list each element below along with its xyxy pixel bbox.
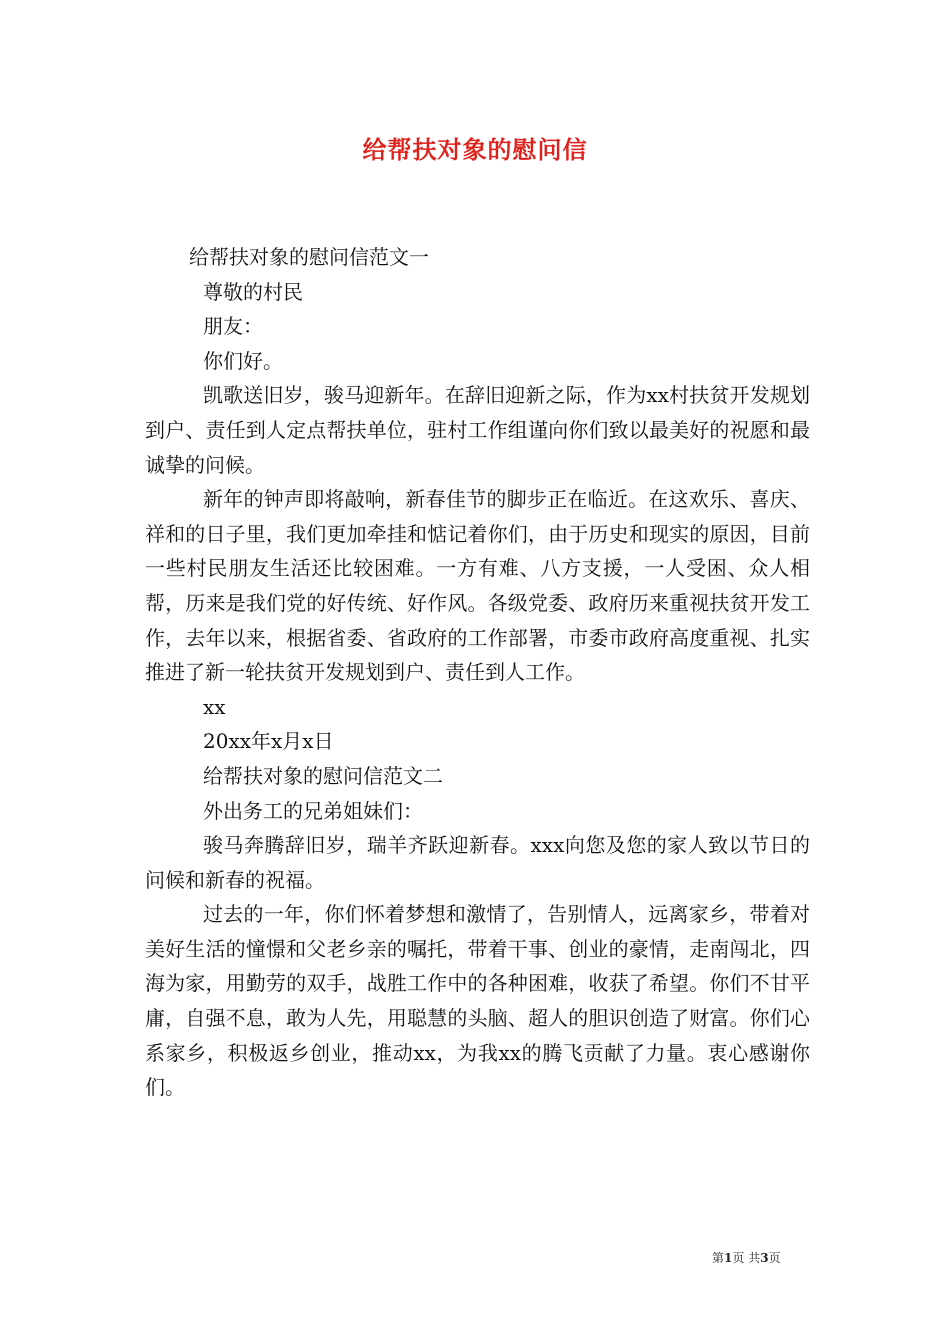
paragraph-salutation: 尊敬的村民: [203, 279, 303, 304]
footer-suffix: 页: [768, 1251, 781, 1265]
paragraph-salutation-workers: 外出务工的兄弟姐妹们：: [203, 798, 423, 823]
footer-prefix: 第: [712, 1251, 725, 1265]
paragraph-heading-two: 给帮扶对象的慰问信范文二: [203, 763, 443, 788]
page-number-indicator: [712, 1250, 781, 1266]
document-body: [145, 240, 810, 1105]
paragraph-greeting: 你们好。: [203, 348, 283, 373]
paragraph-body: 凯歌送旧岁，骏马迎新年。在辞旧迎新之际，作为xx村扶贫开发规划到户、责任到人定点帮扶单位，驻村工作组谨向你们致以最美好的祝愿和最诚挚的问候。: [145, 383, 810, 477]
page-title: 给帮扶对象的慰问信: [362, 135, 588, 164]
paragraph-signature: xx: [203, 694, 226, 719]
paragraph-heading-one: 给帮扶对象的慰问信范文一: [189, 245, 429, 269]
paragraph-body: 过去的一年，你们怀着梦想和激情了，告别情人，远离家乡，带着对美好生活的憧憬和父老乡亲的嘱托，带着干事、创业的豪情，走南闯北，四海为家，用勤劳的双手，战胜工作中的各种困难，收获了希望。你们不甘平庸，自强不息，敢为人先，用聪慧的头脑、超人的胆识创造了财富。你们心系家乡，积极返乡创业，推动xx，为我xx的腾飞贡献了力量。衷心感谢你们。: [145, 902, 810, 1100]
paragraph-body: 新年的钟声即将敲响，新春佳节的脚步正在临近。在这欢乐、喜庆、祥和的日子里，我们更加牵挂和惦记着你们，由于历史和现实的原因，目前一些村民朋友生活还比较困难。一方有难、八方支援，一人受困、众人相帮，历来是我们党的好传统、好作风。各级党委、政府历来重视扶贫开发工作，去年以来，根据省委、省政府的工作部署，市委市政府高度重视、扎实推进了新一轮扶贫开发规划到户、责任到人工作。: [145, 487, 810, 685]
paragraph-body: 骏马奔腾辞旧岁，瑞羊齐跃迎新春。xxx向您及您的家人致以节日的问候和新春的祝福。: [145, 833, 810, 892]
footer-current-page: 1: [724, 1251, 733, 1265]
footer-total-pages: 3: [760, 1251, 769, 1265]
paragraph-date: 20xx年x月x日: [203, 729, 334, 754]
paragraph-salutation-friends: 朋友：: [203, 314, 263, 339]
footer-middle: 页 共: [732, 1251, 761, 1265]
